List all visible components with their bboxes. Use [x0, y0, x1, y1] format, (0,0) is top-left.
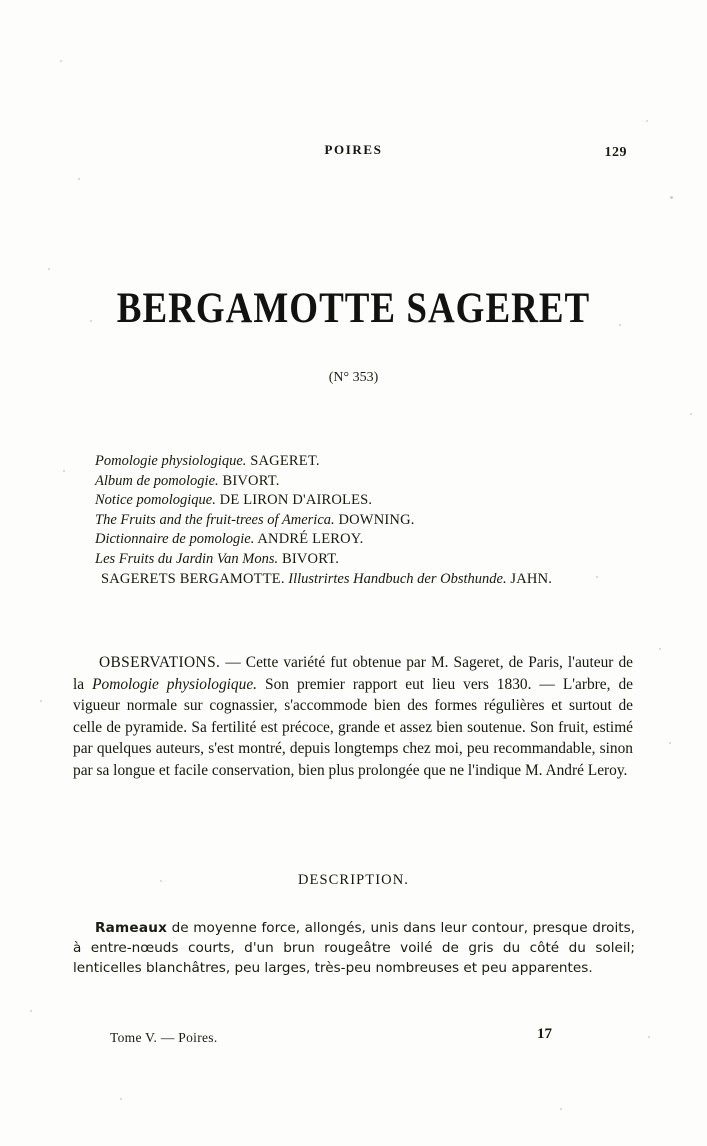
- scan-speck: [48, 268, 50, 270]
- reference-author: ANDRÉ LEROY.: [254, 531, 364, 548]
- scan-speck: [646, 120, 648, 122]
- rameaux-text: de moyenne force, allongés, unis dans leur contour, presque droits, à entre-nœuds courts, d'un brun rougeâtre voilé de gris du côté du soleil; lenticelles blanchâtres, peu larges, très-peu nombreuses et peu apparentes.: [73, 920, 635, 977]
- rameaux-paragraph: [73, 918, 635, 979]
- rameaux-label: Rameaux: [95, 920, 168, 936]
- reference-item: [95, 452, 615, 472]
- reference-name: SAGERETS BERGAMOTTE.: [101, 570, 285, 587]
- reference-author: DOWNING.: [334, 511, 415, 528]
- reference-item: [95, 472, 615, 492]
- reference-title: Dictionnaire de pomologie.: [95, 531, 255, 548]
- observations-text-part-1: — Cette variété fut obtenue par M. Sageret, de Paris, l'auteur de la: [73, 654, 633, 693]
- observations-cited-work: Pomologie physiologique.: [92, 675, 258, 693]
- reference-item: [95, 491, 615, 511]
- reference-title: Album de pomologie.: [95, 472, 219, 489]
- page-number: 129: [604, 145, 627, 160]
- scan-speck: [648, 1036, 650, 1038]
- reference-author: BIVORT.: [278, 550, 340, 567]
- reference-author: SAGERET.: [246, 453, 320, 469]
- reference-author: DE LIRON D'AIROLES.: [215, 492, 373, 509]
- reference-author: BIVORT.: [218, 472, 280, 489]
- scan-speck: [30, 1010, 32, 1012]
- footer-signature-number: 17: [537, 1026, 552, 1042]
- scan-speck: [63, 470, 65, 472]
- scan-speck: [690, 413, 692, 415]
- reference-list: [95, 452, 615, 589]
- observations-paragraph: [73, 652, 633, 782]
- reference-item: [95, 570, 615, 590]
- page-title: BERGAMOTTE SAGERET: [116, 283, 591, 333]
- scan-speck: [659, 648, 661, 650]
- reference-title: Notice pomologique.: [95, 492, 216, 509]
- running-head: POIRES: [324, 142, 383, 157]
- reference-title: Les Fruits du Jardin Van Mons.: [95, 550, 279, 567]
- reference-title: Illustrirtes Handbuch der Obsthunde.: [284, 570, 507, 587]
- scan-speck: [78, 178, 80, 180]
- reference-item: [95, 511, 615, 531]
- reference-author: JAHN.: [506, 570, 553, 587]
- scan-speck: [60, 60, 62, 62]
- footer-volume-label: Tome V. — Poires.: [110, 1030, 218, 1045]
- scan-speck: [670, 196, 673, 199]
- section-heading-description: DESCRIPTION.: [297, 872, 410, 888]
- reference-title: Pomologie physiologique.: [95, 453, 247, 469]
- scan-speck: [120, 1098, 122, 1100]
- observations-label: OBSERVATIONS.: [99, 654, 221, 671]
- entry-number-text: (N° 353): [328, 370, 379, 385]
- reference-item: [95, 530, 615, 550]
- reference-item: [95, 550, 615, 570]
- entry-number: [0, 370, 707, 386]
- scan-speck: [40, 700, 42, 702]
- observations-text-part-2: Son premier rapport eut lieu vers 1830. — L'arbre, de vigueur normale sur cognassier, s'accommode bien des formes régulières et surtout de celle de pyramide. Sa fertilité est précoce, grande et assez bien soutenue. Son fruit, estimé par quelques auteurs, s'est montré, depuis longtemps chez moi, peu recommandable, sinon par sa longue et facile conservation, bien plus prolongée que ne l'indique M. André Leroy.: [73, 675, 633, 779]
- scan-speck: [560, 1108, 562, 1110]
- reference-title: The Fruits and the fruit-trees of America.: [95, 511, 335, 528]
- scan-speck: [669, 742, 671, 744]
